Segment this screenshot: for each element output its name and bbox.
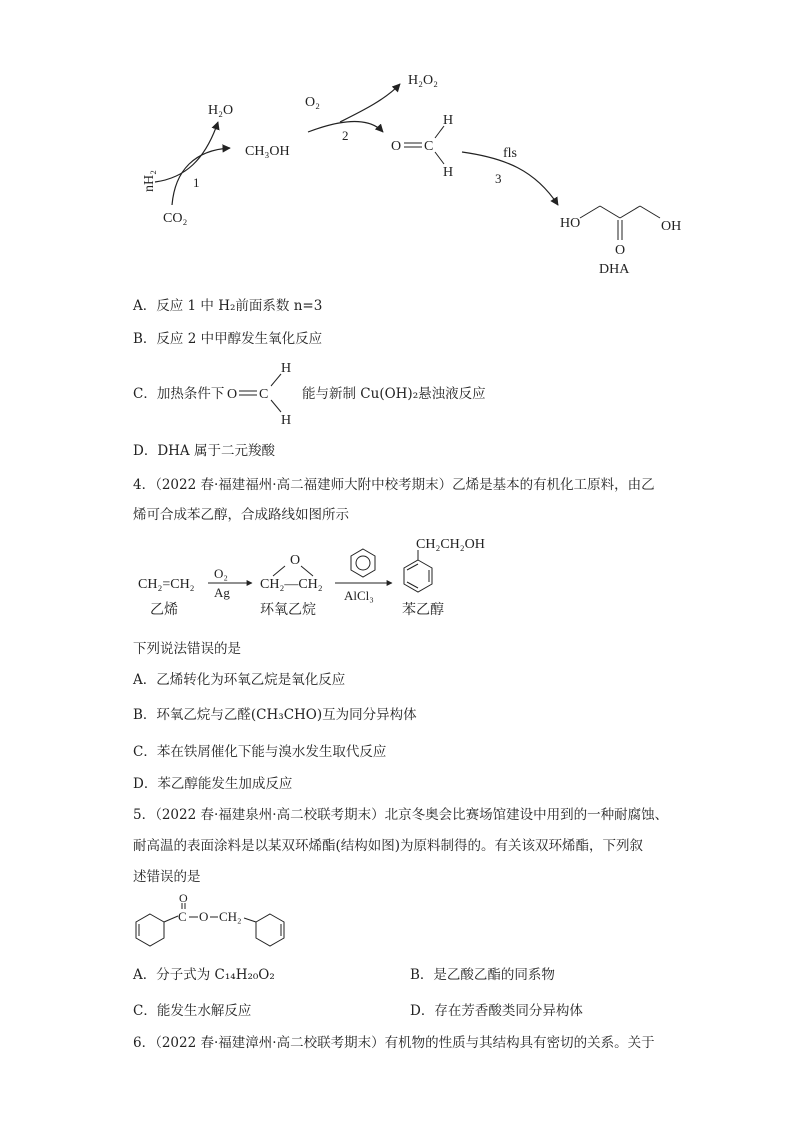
q4-question: 下列说法错误的是 [133,641,241,657]
co2-label: CO₂ [163,211,188,226]
svg-text:CH₂: CH₂ [219,909,242,924]
step3-label: 3 [495,171,502,186]
reagent-o2: O₂ [214,566,228,581]
formaldehyde-o: O [391,139,402,154]
q5-option-d: D．存在芳香酸类同分异构体 [410,1003,583,1019]
q4-option-a: A．乙烯转化为环氧乙烷是氧化反应 [133,672,346,688]
formaldehyde-h-top: H [443,113,454,128]
q4-option-b: B．环氧乙烷与乙醛(CH₃CHO)互为同分异构体 [133,707,417,723]
svg-text:C: C [178,909,187,924]
q3-option-a: A．反应 1 中 H₂前面系数 n=3 [133,298,323,314]
reagent-ag: Ag [214,585,230,600]
dha-o: O [615,243,626,258]
q3-option-c-suffix: 能与新制 Cu(OH)₂悬浊液反应 [302,386,486,402]
formaldehyde-c: C [424,139,434,154]
ethylene-formula: CH₂=CH₂ [138,577,195,592]
q4-stem-line1: 4．（2022 春·福建福州·高二福建师大附中校考期末）乙烯是基本的有机化工原料，由乙 [133,477,655,493]
formaldehyde-structure [225,360,305,428]
svg-text:C: C [259,387,269,402]
q6-stem-line1: 6．（2022 春·福建漳州·高二校联考期末）有机物的性质与其结构具有密切的关系。关于 [133,1035,655,1051]
h2o2-label: H₂O₂ [408,73,438,88]
epoxide-name: 环氧乙烷 [260,603,316,618]
o2-label: O₂ [305,95,320,110]
svg-text:H: H [281,413,292,428]
reaction-scheme-dha [0,0,794,290]
epoxide-o: O [290,553,301,568]
q5-option-c: C．能发生水解反应 [133,1003,252,1019]
q5-option-b: B．是乙酸乙酯的同系物 [410,967,555,983]
q4-stem-line2: 烯可合成苯乙醇，合成路线如图所示 [133,507,349,523]
synthesis-route-scheme [130,530,530,620]
bicyclic-ester-structure [128,892,308,962]
dha-label: DHA [599,262,630,277]
formaldehyde-h-bottom: H [443,165,454,180]
q4-option-d: D．苯乙醇能发生加成反应 [133,776,293,792]
svg-text:O: O [179,891,188,905]
dha-oh: OH [661,219,682,234]
svg-text:O: O [227,387,238,402]
ch3oh-label: CH₃OH [245,144,290,159]
svg-text:H: H [281,361,292,376]
q5-stem-line3: 述错误的是 [133,869,201,885]
q4-option-c: C．苯在铁屑催化下能与溴水发生取代反应 [133,744,387,760]
ethylene-name: 乙烯 [150,603,178,618]
h2o-label: H₂O [208,103,234,118]
nh2-label: nH₂ [142,170,157,192]
fls-label: fls [503,146,517,161]
product-chain: CH₂CH₂OH [416,537,485,552]
q5-option-a: A．分子式为 C₁₄H₂₀O₂ [133,967,275,983]
step2-label: 2 [342,128,349,143]
q3-option-b: B．反应 2 中甲醇发生氧化反应 [133,331,323,347]
step1-label: 1 [193,175,200,190]
product-name: 苯乙醇 [402,603,444,618]
dha-ho: HO [560,216,581,231]
arrow-step2-branch [340,84,400,122]
q5-stem-line2: 耐高温的表面涂料是以某双环烯酯(结构如图)为原料制得的。有关该双环烯酯，下列叙 [133,838,644,854]
q3-option-d: D．DHA 属于二元羧酸 [133,443,275,459]
reagent-alcl3: AlCl₃ [344,588,374,603]
svg-text:O: O [199,909,209,924]
q5-stem-line1: 5．（2022 春·福建泉州·高二校联考期末）北京冬奥会比赛场馆建设中用到的一种耐腐蚀、 [133,807,669,823]
epoxide-formula: CH₂—CH₂ [260,577,323,592]
q3-option-c-prefix: C．加热条件下 [133,386,225,402]
